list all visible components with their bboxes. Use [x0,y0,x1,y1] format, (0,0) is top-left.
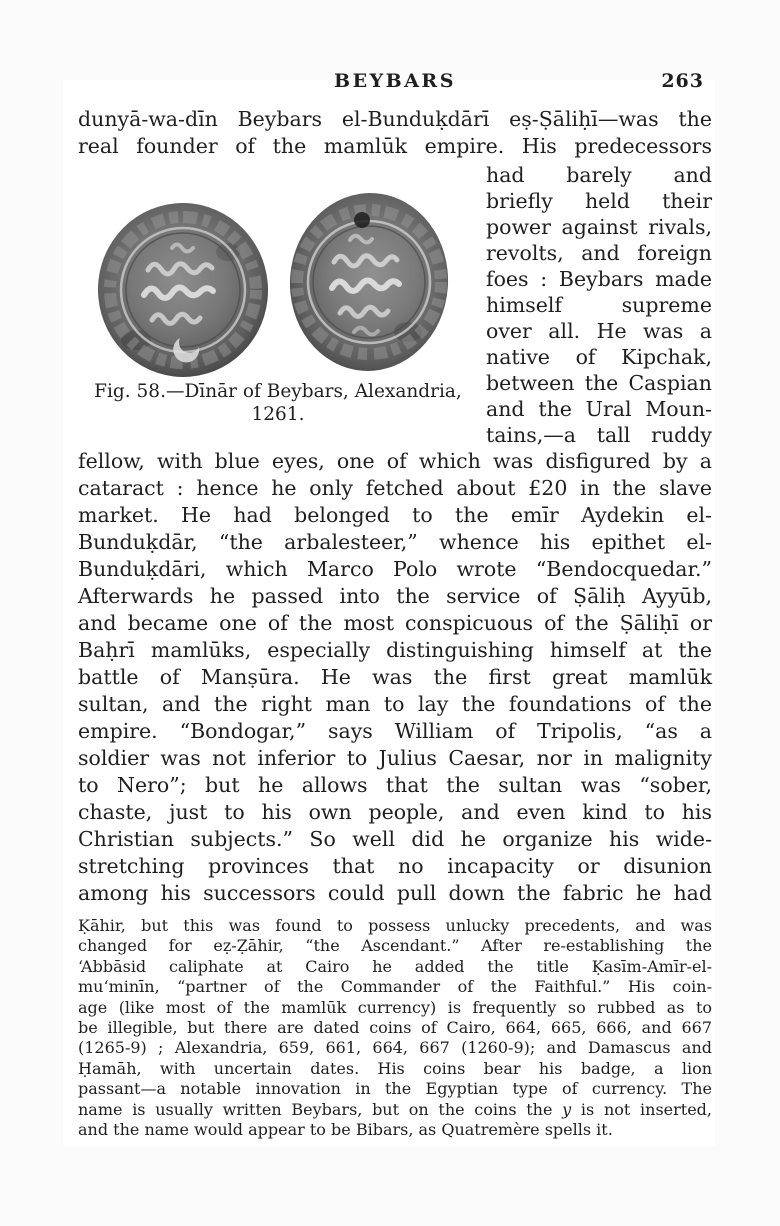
text-line: to Nero”; but he allows that the sultan was “sober, [78,773,712,797]
text-line: Bunduḳdāri, which Marco Polo wrote “Bendocquedar.” [78,557,712,581]
text-line: soldier was not inferior to Julius Caesar, nor in malignity [78,746,712,770]
text-line: revolts, and foreign [486,241,712,265]
text-line: had barely and [486,163,712,187]
text-line: sultan, and the right man to lay the foundations of the [78,692,712,716]
text-line: among his successors could pull down the fabric he had [78,881,712,905]
text-line: market. He had belonged to the emīr Aydekin el- [78,503,712,527]
text-line: stretching provinces that no incapacity or disunion [78,854,712,878]
text-line: and became one of the most conspicuous of the Ṣāliḥī or [78,611,712,635]
text-line: Afterwards he passed into the service of Ṣāliḥ Ayyūb, [78,584,712,608]
text-line: passant—a notable innovation in the Egyptian type of currency. The [78,1079,712,1099]
text-line: empire. “Bondogar,” says William of Tripolis, “as a [78,719,712,743]
text-line: power against rivals, [486,215,712,239]
text-line: foes : Beybars made [486,267,712,291]
intro-paragraph [78,106,712,160]
text-line: between the Caspian [486,371,712,395]
body-paragraph [78,448,712,907]
text-line: chaste, just to his own people, and even kind to his [78,800,712,824]
text-line: himself supreme [486,293,712,317]
footnote-line-with-italic [78,1100,712,1120]
running-header [78,70,712,96]
text-line: be illegible, but there are dated coins of Cairo, 664, 665, 666, and 667 [78,1018,712,1038]
text-line: Ḥamāh, with uncertain dates. His coins bear his badge, a lion [78,1058,712,1078]
text-line: cataract : hence he only fetched about £20 in the slave [78,476,712,500]
text-line: native of Kipchak, [486,345,712,369]
footnote-italic-post: is not inserted, [571,1099,712,1119]
text-line: battle of Manṣūra. He was the first great mamlūk [78,665,712,689]
footnote [78,916,712,1140]
footnote-lines [78,916,712,1100]
figure-caption [85,381,471,426]
text-line: briefly held their [486,189,712,213]
text-line: changed for eẓ-Ẓāhir, “the Ascendant.” After re-establishing the [78,936,712,956]
text-line: Bunduḳdār, “the arbalesteer,” whence his epithet el- [78,530,712,554]
text-line: ʻAbbāsid caliphate at Cairo he added the title Ḳasīm-Amīr-el- [78,956,712,976]
text-line: age (like most of the mamlūk currency) is frequently so rubbed as to [78,997,712,1017]
running-header-title: BEYBARS [334,70,456,92]
page-number: 263 [661,70,704,92]
text-line: dunyā-wa-dīn Beybars el-Bunduḳdārī eṣ-Ṣāliḥī—was the [78,107,712,131]
text-line: Baḥrī mamlūks, especially distinguishing himself at the [78,638,712,662]
text-line: muʻminīn, “partner of the Commander of the Faithful.” His coin- [78,977,712,997]
text-line: fellow, with blue eyes, one of which was disfigured by a [78,449,712,473]
text-line: over all. He was a [486,319,712,343]
text-line: and the Ural Moun- [486,397,712,421]
footnote-italic-pre: name is usually written Beybars, but on the coins the [78,1099,563,1119]
coin-obverse-image [96,202,270,379]
text-line: real founder of the mamlūk empire. His predecessors [78,134,712,158]
figure-caption-line2: 1261. [251,403,305,425]
text-line: (1265-9) ; Alexandria, 659, 661, 664, 667 (1260-9); and Damascus and [78,1038,712,1058]
text-line: Christian subjects.” So well did he organize his wide- [78,827,712,851]
figure-caption-line1: Fig. 58.—Dīnār of Beybars, Alexandria, [94,381,462,402]
wrapped-text-column [486,162,712,448]
coin-reverse-image [288,192,450,373]
footnote-italic-y: y [562,1099,572,1119]
footnote-last-line: and the name would appear to be Bibars, as Quatremère spells it. [78,1120,613,1140]
text-line: tains,—a tall ruddy [486,423,712,447]
text-line: Ḳāhir, but this was found to possess unlucky precedents, and was [78,916,712,935]
